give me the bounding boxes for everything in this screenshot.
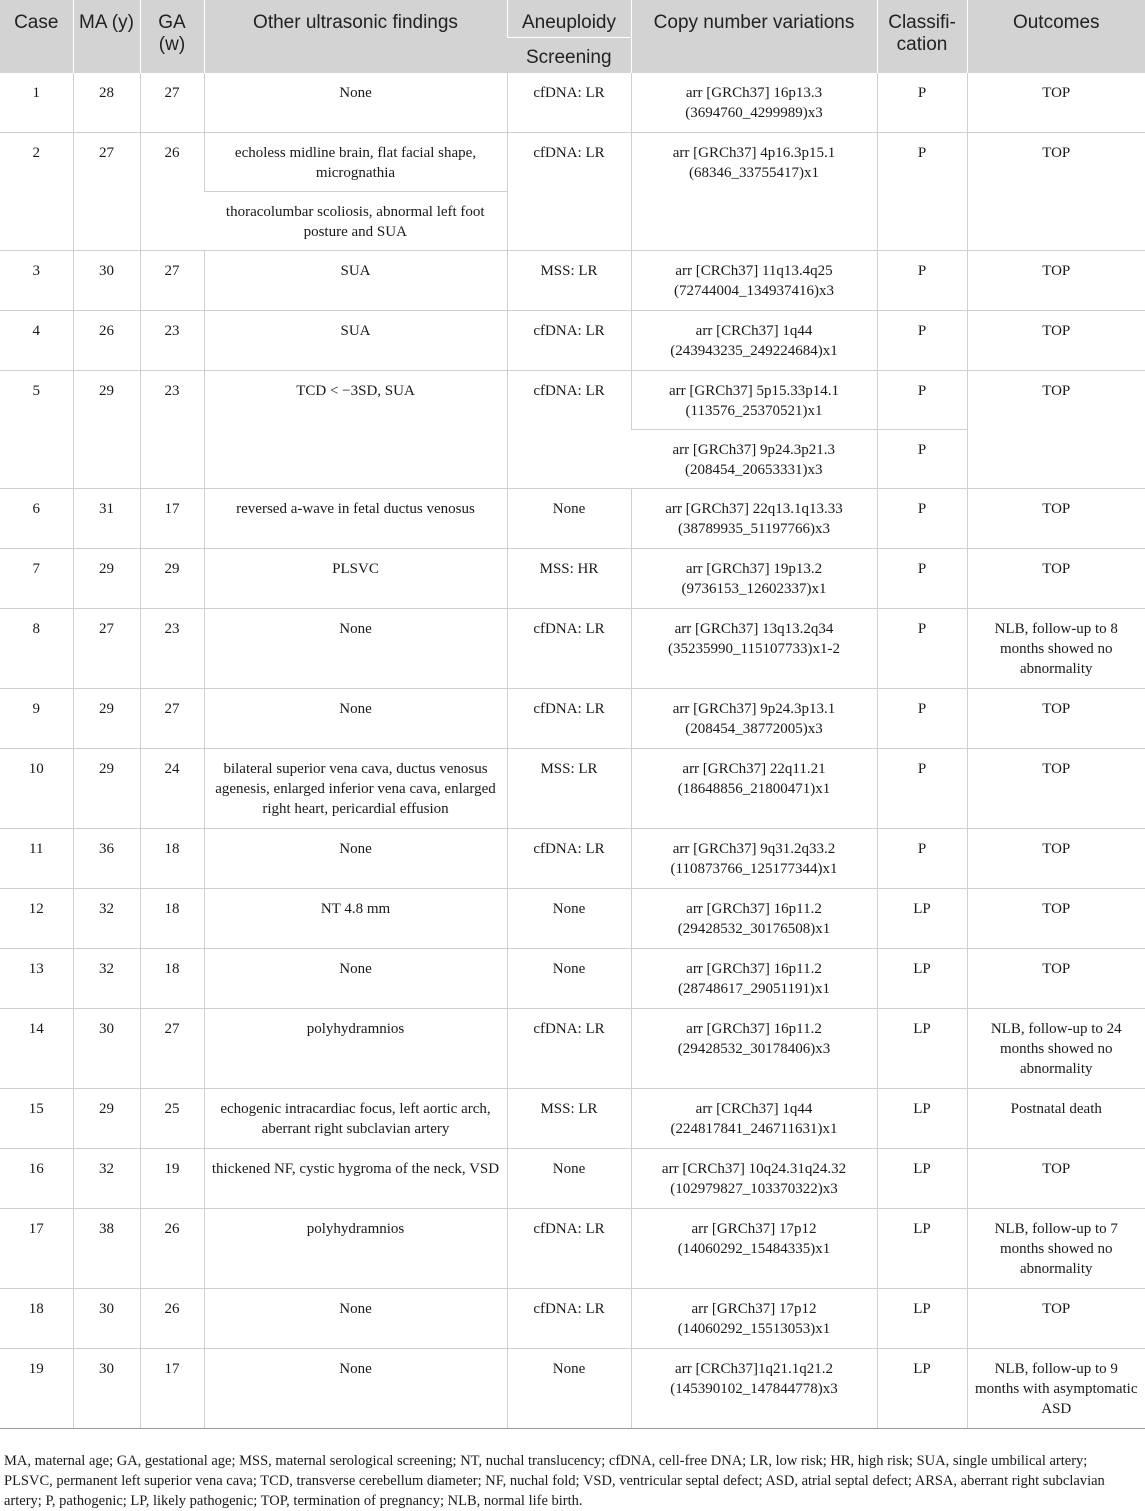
header-ma: MA (y): [73, 0, 140, 73]
gestational-age: 23: [140, 371, 204, 489]
case-number: 10: [0, 749, 73, 829]
outcome: NLB, follow-up to 8 months showed no abnormality: [967, 609, 1145, 689]
header-ultrasonic-findings: Other ultrasonic findings: [204, 0, 507, 73]
ultrasonic-findings: None: [204, 689, 507, 749]
classification: P: [877, 549, 967, 609]
gestational-age: 19: [140, 1149, 204, 1209]
header-classification: Classifi- cation: [877, 0, 967, 73]
aneuploidy-screening: None: [507, 1149, 631, 1209]
classification: P: [877, 749, 967, 829]
table-header: [0, 0, 1145, 73]
copy-number-variation: arr [GRCh37] 16p11.2 (29428532_30176508)x1: [631, 889, 877, 949]
outcome: TOP: [967, 73, 1145, 133]
copy-number-variation: arr [CRCh37] 1q44 (224817841_246711631)x1: [631, 1089, 877, 1149]
classification: LP: [877, 1089, 967, 1149]
case-number: 19: [0, 1349, 73, 1429]
classification: P: [877, 689, 967, 749]
outcome: TOP: [967, 371, 1145, 489]
maternal-age: 30: [73, 1289, 140, 1349]
table-footnote: MA, maternal age; GA, gestational age; MSS, maternal serological screening; NT, nuchal translucency; cfDNA, cell-free DNA; LR, low risk; HR, high risk; SUA, single umbilical artery; PLSVC, permanent left superior vena cava; TCD, transverse cerebellum diameter; NF, nuchal fold; VSD, ventricular septal defect; ASD, atrial septal defect; ARSA, aberrant right subclavian artery; P, pathogenic; LP, likely pathogenic; TOP, termination of pregnancy; NLB, normal life birth.: [4, 1453, 1105, 1509]
aneuploidy-screening: MSS: LR: [507, 749, 631, 829]
gestational-age: 27: [140, 73, 204, 133]
copy-number-variation: arr [CRCh37] 10q24.31q24.32 (102979827_103370322)x3: [631, 1149, 877, 1209]
aneuploidy-screening: None: [507, 1349, 631, 1429]
table-body: [0, 73, 1145, 1429]
case-number: 4: [0, 311, 73, 371]
case-number: 6: [0, 489, 73, 549]
outcome: TOP: [967, 689, 1145, 749]
table-row: [0, 133, 1145, 192]
gestational-age: 29: [140, 549, 204, 609]
table-row: [0, 73, 1145, 133]
copy-number-variation: arr [GRCh37] 16p13.3 (3694760_4299989)x3: [631, 73, 877, 133]
ultrasonic-findings: echogenic intracardiac focus, left aortic arch, aberrant right subclavian artery: [204, 1089, 507, 1149]
case-number: 14: [0, 1009, 73, 1089]
ultrasonic-findings: SUA: [204, 311, 507, 371]
case-number: 8: [0, 609, 73, 689]
ultrasonic-findings: thoracolumbar scoliosis, abnormal left foot posture and SUA: [204, 192, 507, 251]
aneuploidy-screening: MSS: LR: [507, 251, 631, 311]
table-row: [0, 549, 1145, 609]
copy-number-variation: arr [GRCh37] 22q13.1q13.33 (38789935_51197766)x3: [631, 489, 877, 549]
aneuploidy-screening: cfDNA: LR: [507, 1209, 631, 1289]
classification: LP: [877, 889, 967, 949]
aneuploidy-screening: None: [507, 489, 631, 549]
copy-number-variation: arr [GRCh37] 22q11.21 (18648856_21800471)x1: [631, 749, 877, 829]
table-row: [0, 1209, 1145, 1289]
ultrasonic-findings: thickened NF, cystic hygroma of the neck, VSD: [204, 1149, 507, 1209]
outcome: NLB, follow-up to 24 months showed no abnormality: [967, 1009, 1145, 1089]
classification: LP: [877, 1009, 967, 1089]
classification: LP: [877, 1149, 967, 1209]
case-number: 16: [0, 1149, 73, 1209]
gestational-age: 27: [140, 1009, 204, 1089]
copy-number-variation: arr [GRCh37] 9p24.3p13.1 (208454_38772005)x3: [631, 689, 877, 749]
table-row: [0, 609, 1145, 689]
ultrasonic-findings: polyhydramnios: [204, 1009, 507, 1089]
ultrasonic-findings: None: [204, 949, 507, 1009]
gestational-age: 26: [140, 133, 204, 251]
aneuploidy-screening: cfDNA: LR: [507, 311, 631, 371]
outcome: TOP: [967, 549, 1145, 609]
ultrasonic-findings: None: [204, 1289, 507, 1349]
outcome: NLB, follow-up to 7 months showed no abnormality: [967, 1209, 1145, 1289]
maternal-age: 27: [73, 609, 140, 689]
table-row: [0, 889, 1145, 949]
aneuploidy-screening: cfDNA: LR: [507, 1009, 631, 1089]
aneuploidy-screening: cfDNA: LR: [507, 609, 631, 689]
maternal-age: 29: [73, 549, 140, 609]
table-row: [0, 829, 1145, 889]
table-row: [0, 1089, 1145, 1149]
case-number: 7: [0, 549, 73, 609]
aneuploidy-screening: cfDNA: LR: [507, 689, 631, 749]
classification: P: [877, 251, 967, 311]
outcome: TOP: [967, 829, 1145, 889]
aneuploidy-screening: MSS: HR: [507, 549, 631, 609]
gestational-age: 18: [140, 889, 204, 949]
outcome: TOP: [967, 1149, 1145, 1209]
outcome: TOP: [967, 749, 1145, 829]
ultrasonic-findings: SUA: [204, 251, 507, 311]
copy-number-variation: arr [GRCh37] 13q13.2q34 (35235990_115107733)x1-2: [631, 609, 877, 689]
aneuploidy-screening: MSS: LR: [507, 1089, 631, 1149]
ultrasonic-findings: TCD < −3SD, SUA: [204, 371, 507, 489]
table-row: [0, 689, 1145, 749]
header-cnv: Copy number variations: [631, 0, 877, 73]
outcome: TOP: [967, 251, 1145, 311]
header-screening: Screening: [507, 38, 631, 74]
classification: P: [877, 311, 967, 371]
case-number: 1: [0, 73, 73, 133]
table-row: [0, 1349, 1145, 1429]
maternal-age: 29: [73, 371, 140, 489]
maternal-age: 30: [73, 1009, 140, 1089]
aneuploidy-screening: cfDNA: LR: [507, 371, 631, 489]
table-row: [0, 311, 1145, 371]
classification: LP: [877, 1209, 967, 1289]
aneuploidy-screening: cfDNA: LR: [507, 73, 631, 133]
ultrasonic-findings: echoless midline brain, flat facial shape, micrognathia: [204, 133, 507, 192]
outcome: TOP: [967, 133, 1145, 251]
table-row: [0, 1009, 1145, 1089]
case-number: 18: [0, 1289, 73, 1349]
maternal-age: 29: [73, 749, 140, 829]
gestational-age: 26: [140, 1289, 204, 1349]
case-number: 3: [0, 251, 73, 311]
outcome: TOP: [967, 949, 1145, 1009]
ultrasonic-findings: None: [204, 829, 507, 889]
aneuploidy-screening: cfDNA: LR: [507, 1289, 631, 1349]
copy-number-variation: arr [GRCh37] 16p11.2 (29428532_30178406)x3: [631, 1009, 877, 1089]
classification: LP: [877, 949, 967, 1009]
case-number: 15: [0, 1089, 73, 1149]
gestational-age: 24: [140, 749, 204, 829]
maternal-age: 27: [73, 133, 140, 251]
maternal-age: 29: [73, 1089, 140, 1149]
copy-number-variation: arr [GRCh37] 16p11.2 (28748617_29051191)x1: [631, 949, 877, 1009]
aneuploidy-screening: cfDNA: LR: [507, 829, 631, 889]
classification: P: [877, 73, 967, 133]
copy-number-variation: arr [CRCh37]1q21.1q21.2 (145390102_147844778)x3: [631, 1349, 877, 1429]
maternal-age: 32: [73, 889, 140, 949]
table-row: [0, 749, 1145, 829]
outcome: NLB, follow-up to 9 months with asymptomatic ASD: [967, 1349, 1145, 1429]
maternal-age: 30: [73, 1349, 140, 1429]
maternal-age: 38: [73, 1209, 140, 1289]
table-row: [0, 1149, 1145, 1209]
copy-number-variation: arr [CRCh37] 11q13.4q25 (72744004_134937416)x3: [631, 251, 877, 311]
copy-number-variation: arr [GRCh37] 9p24.3p21.3 (208454_20653331)x3: [631, 430, 877, 489]
classification: P: [877, 489, 967, 549]
copy-number-variation: arr [GRCh37] 4p16.3p15.1 (68346_33755417)x1: [631, 133, 877, 251]
aneuploidy-screening: None: [507, 949, 631, 1009]
classification: P: [877, 829, 967, 889]
copy-number-variation: arr [GRCh37] 9q31.2q33.2 (110873766_125177344)x1: [631, 829, 877, 889]
gestational-age: 18: [140, 829, 204, 889]
classification: P: [877, 371, 967, 430]
ultrasonic-findings: None: [204, 1349, 507, 1429]
maternal-age: 32: [73, 949, 140, 1009]
case-number: 13: [0, 949, 73, 1009]
gestational-age: 25: [140, 1089, 204, 1149]
ultrasonic-findings: NT 4.8 mm: [204, 889, 507, 949]
gestational-age: 27: [140, 251, 204, 311]
table-row: [0, 251, 1145, 311]
outcome: TOP: [967, 889, 1145, 949]
classification: P: [877, 133, 967, 251]
outcome: Postnatal death: [967, 1089, 1145, 1149]
copy-number-variation: arr [GRCh37] 19p13.2 (9736153_12602337)x1: [631, 549, 877, 609]
gestational-age: 17: [140, 489, 204, 549]
maternal-age: 26: [73, 311, 140, 371]
gestational-age: 26: [140, 1209, 204, 1289]
table-row: [0, 1289, 1145, 1349]
maternal-age: 29: [73, 689, 140, 749]
table-row: [0, 949, 1145, 1009]
maternal-age: 28: [73, 73, 140, 133]
maternal-age: 32: [73, 1149, 140, 1209]
aneuploidy-screening: None: [507, 889, 631, 949]
ultrasonic-findings: None: [204, 609, 507, 689]
header-aneuploidy: Aneuploidy: [507, 0, 631, 38]
table-row: [0, 489, 1145, 549]
aneuploidy-screening: cfDNA: LR: [507, 133, 631, 251]
maternal-age: 30: [73, 251, 140, 311]
gestational-age: 23: [140, 609, 204, 689]
gestational-age: 18: [140, 949, 204, 1009]
case-number: 2: [0, 133, 73, 251]
classification: P: [877, 430, 967, 489]
classification: LP: [877, 1349, 967, 1429]
copy-number-variation: arr [CRCh37] 1q44 (243943235_249224684)x1: [631, 311, 877, 371]
maternal-age: 31: [73, 489, 140, 549]
case-number: 17: [0, 1209, 73, 1289]
header-ga: GA (w): [140, 0, 204, 73]
copy-number-variation: arr [GRCh37] 17p12 (14060292_15513053)x1: [631, 1289, 877, 1349]
ultrasonic-findings: PLSVC: [204, 549, 507, 609]
gestational-age: 27: [140, 689, 204, 749]
maternal-age: 36: [73, 829, 140, 889]
copy-number-variation: arr [GRCh37] 17p12 (14060292_15484335)x1: [631, 1209, 877, 1289]
classification: P: [877, 609, 967, 689]
outcome: TOP: [967, 1289, 1145, 1349]
outcome: TOP: [967, 489, 1145, 549]
gestational-age: 23: [140, 311, 204, 371]
case-number: 11: [0, 829, 73, 889]
ultrasonic-findings: bilateral superior vena cava, ductus venosus agenesis, enlarged inferior vena cava, enlarged right heart, pericardial effusion: [204, 749, 507, 829]
copy-number-variation: arr [GRCh37] 5p15.33p14.1 (113576_25370521)x1: [631, 371, 877, 430]
header-outcomes: Outcomes: [967, 0, 1145, 73]
case-number: 5: [0, 371, 73, 489]
outcome: TOP: [967, 311, 1145, 371]
classification: LP: [877, 1289, 967, 1349]
gestational-age: 17: [140, 1349, 204, 1429]
table-row: [0, 371, 1145, 430]
ultrasonic-findings: None: [204, 73, 507, 133]
case-number: 9: [0, 689, 73, 749]
ultrasonic-findings: polyhydramnios: [204, 1209, 507, 1289]
header-case: Case: [0, 0, 73, 73]
ultrasonic-findings: reversed a-wave in fetal ductus venosus: [204, 489, 507, 549]
case-number: 12: [0, 889, 73, 949]
